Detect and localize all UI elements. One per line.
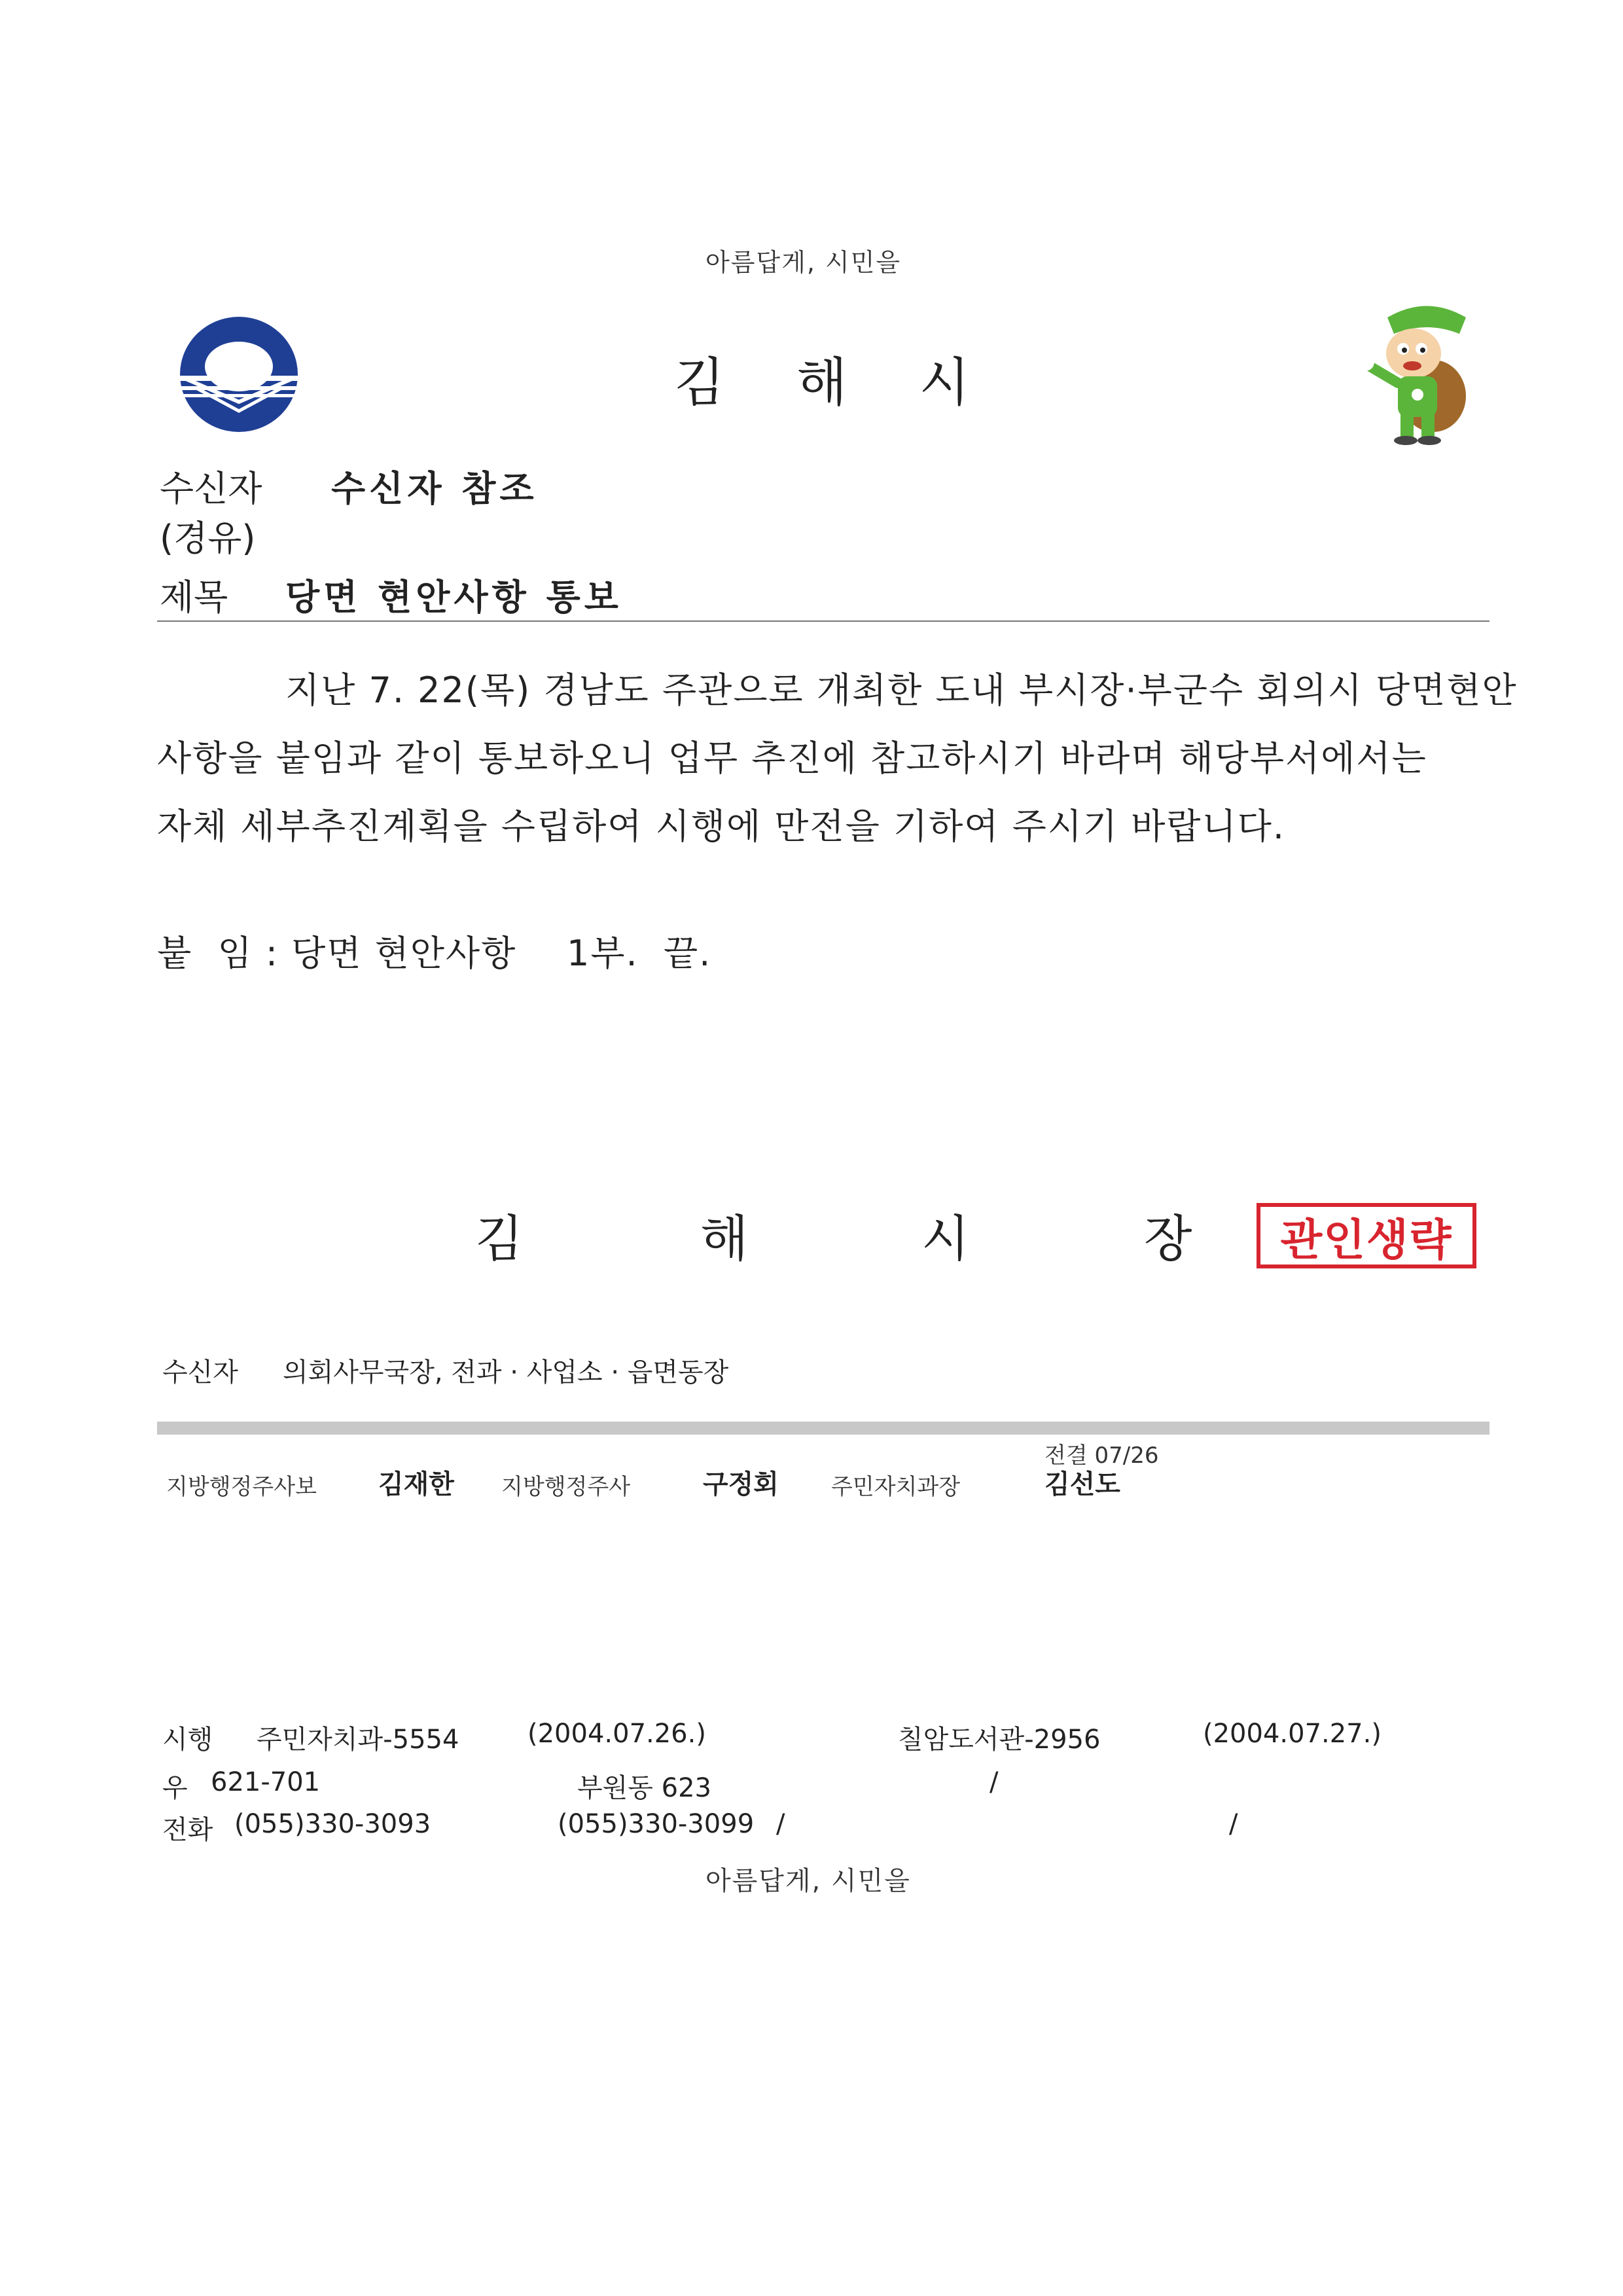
postal-label: 우 [162,1773,188,1803]
phone-slash-2: / [1229,1809,1238,1839]
body-line-2: 사항을 붙임과 같이 통보하오니 업무 추진에 참고하시기 바라며 해당부서에서는 [157,738,1427,779]
postal-code: 621-701 [211,1767,321,1797]
address: 부원동 623 [577,1773,711,1803]
recipients-label: 수신자 [162,1357,238,1388]
approver-3-name: 김선도 [1044,1469,1120,1499]
approver-1-role: 지방행정주사보 [166,1474,317,1500]
approval-divider [157,1422,1489,1435]
header-divider [157,620,1489,622]
recipients-value: 의회사무국장, 전과 · 사업소 · 읍면동장 [283,1357,729,1388]
city-logo [171,315,306,433]
exec-label: 시행 [162,1725,213,1755]
top-slogan: 아름답게, 시민을 [705,248,902,277]
approver-2-name: 구정회 [703,1469,779,1499]
phone-number: (055)330-3093 [234,1809,431,1839]
approver-2-role: 지방행정주사 [501,1474,631,1500]
mayor-char-3: 시 [921,1210,970,1268]
exec-number: 주민자치과-5554 [257,1725,459,1755]
phone-label: 전화 [162,1815,213,1845]
body-line-3: 자체 세부추진계획을 수립하여 시행에 만전을 기하여 주시기 바랍니다. [157,806,1286,847]
phone-slash-1: / [776,1809,785,1839]
receipt-date: (2004.07.27.) [1203,1719,1382,1749]
org-title [674,340,970,416]
exec-date: (2004.07.26.) [527,1719,706,1749]
approver-1-name: 김재한 [378,1469,454,1499]
mayor-char-1: 김 [475,1210,524,1268]
body-line-1: 지난 7. 22(목) 경남도 주관으로 개최한 도내 부시장·부군수 회의시 당면현안 [285,670,1518,711]
subject-value: 당면 현안사항 통보 [285,577,622,618]
mascot-icon [1335,298,1492,448]
org-char-3: 시 [919,352,970,413]
recipient-value: 수신자 참조 [331,468,538,509]
approver-3-role: 주민자치과장 [831,1474,961,1500]
subject-label: 제목 [160,577,228,618]
bottom-slogan: 아름답게, 시민을 [705,1866,911,1896]
attachment-line: 붙 임 : 당면 현안사항 1부. 끝. [157,933,712,974]
recipient-label: 수신자 [160,468,262,509]
address-slash: / [990,1767,999,1797]
seal-omitted-stamp: 관인생략 [1257,1203,1476,1268]
receipt-number: 칠암도서관-2956 [898,1725,1101,1755]
fax-number: (055)330-3099 [558,1809,755,1839]
mayor-char-2: 해 [700,1210,749,1268]
mayor-char-4: 장 [1144,1210,1192,1268]
org-char-1: 김 [674,352,725,413]
org-char-2: 해 [796,352,847,413]
via-label: (경유) [160,518,256,559]
approver-3-note: 전결 07/26 [1044,1443,1159,1469]
